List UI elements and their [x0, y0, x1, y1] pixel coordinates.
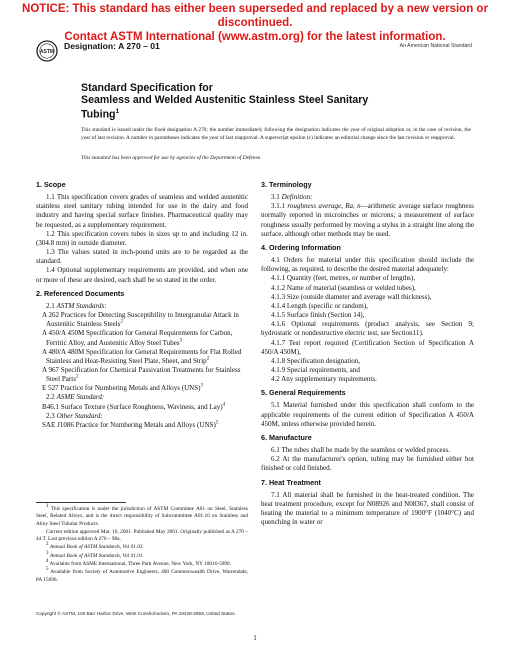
- paragraph-2-3: [36, 412, 248, 421]
- reference-a450: [36, 329, 248, 347]
- dod-approval-statement: This standard has been approved for use by agencies of the Department of Defense.: [81, 155, 262, 161]
- paragraph-4-1-8: 4.1.8 Specification designation,: [271, 356, 361, 365]
- p3-1-1-def: —arithmetic average surface roughness normally reported in microinches or microns; a measurement of surface roughness usually performed by moving a stylus in a straight line along the surface, although other methods may be used.: [261, 202, 474, 238]
- footnote-rule: [36, 502, 126, 503]
- footnote-1: [36, 506, 248, 528]
- p3-1-1-num: 3.1.1: [271, 202, 288, 211]
- footnote-3: [36, 553, 248, 560]
- p2-3-num: 2.3: [46, 411, 57, 420]
- title-line-3-text: Tubing: [81, 108, 116, 121]
- paragraph-4-1-5: 4.1.5 Surface finish (Section 14),: [271, 311, 365, 320]
- paragraph-4-1-9: 4.1.9 Special requirements, and: [271, 365, 360, 374]
- paragraph-1-2: 1.2 This specification covers tubes in sizes up to and including 12 in. (304.8 mm) in outside diameter.: [36, 229, 248, 247]
- paragraph-2-2: [36, 393, 248, 402]
- paragraph-4-1-6: 4.1.6 Optional requirements (product analysis, see Section 9; hydrostatic or nondestructive electric test, see Section11).: [261, 320, 474, 338]
- footnote-1-edition: Current edition approved Mar. 10, 2001. Published May 2001. Originally published as A 270 – 44 T. Last previous edition A 270 – 98a.: [36, 528, 248, 543]
- section-heading-scope: 1. Scope: [36, 180, 66, 189]
- section-heading-ordering-information: 4. Ordering Information: [261, 242, 341, 252]
- reference-e527: [36, 384, 248, 393]
- footnote-2: [36, 544, 248, 551]
- ref-a967-fn: 2: [75, 374, 79, 380]
- p2-1-title: ASTM Standards:: [56, 301, 107, 310]
- issue-statement: This standard is issued under the fixed designation A 270; the number immediately following the designation indicates the year of original adoption or, in the case of revision, the year of last revision. A number in parentheses indicates the year of last reapproval. A superscript epsilon (ε) indicates an editorial change since the last revision or reapproval.: [81, 127, 471, 141]
- paragraph-5-1: 5.1 Material furnished under this specification shall conform to the applicable requirements of the current edition of Specification A 450/A 450M, unless otherwise provided herein.: [261, 401, 474, 428]
- p2-1-num: 2.1: [46, 301, 57, 310]
- ref-a262-fn: 2: [120, 319, 123, 325]
- ref-b46-text: B46.1 Surface Texture (Surface Roughness, Waviness, and Lay): [42, 402, 223, 411]
- fn1-mark: 1: [46, 504, 49, 510]
- fn2-mark: 2: [46, 542, 49, 548]
- ref-e527-fn: 3: [200, 383, 204, 389]
- paragraph-7-1: 7.1 All material shall be furnished in the heat-treated condition. The heat treatment procedure, except for N08926 and N08367, shall consist of heating the material to a minimum temperature of 1900°F (1040°C) and quenching in water or: [261, 490, 474, 527]
- reference-sae-j1086: [36, 421, 248, 430]
- title-line-3: [81, 106, 461, 121]
- paragraph-4-1-7: 4.1.7 Test report required (Certification Section of Specification A 450/A 450M),: [261, 338, 474, 356]
- fn3-text: Annual Book of ASTM Standards, Vol 01.01.: [49, 552, 144, 559]
- reference-a967: [36, 366, 248, 384]
- notice-line-1: NOTICE: This standard has either been superseded and replaced by a new version or discontinued.: [22, 3, 488, 29]
- ref-a480-text: A 480/A 480M Specification for General Requirements for Flat Rolled Stainless and Heat-Resisting Steel Plate, Sheet, and Strip: [42, 347, 242, 365]
- paragraph-4-1-3: 4.1.3 Size (outside diameter and average wall thickness),: [271, 292, 432, 301]
- designation: Designation: A 270 – 01: [64, 41, 160, 51]
- title-line-1: Standard Specification for: [81, 82, 213, 94]
- footnote-4: [36, 561, 248, 568]
- ref-a480-fn: 2: [206, 356, 210, 362]
- american-national-standard-label: An American National Standard: [399, 43, 472, 49]
- fn1-text: This specification is under the jurisdiction of ASTM Committee A01 on Steel, Stainless Steel, Related Alloys, and is the direct responsibility of Subcommittee A01.10 on Stainless and Alloy Steel Tubular Products.: [36, 506, 248, 527]
- copyright-line: Copyright © ASTM, 100 Barr Harbor Drive, West Conshohocken, PA 19428-2959, United States.: [36, 611, 236, 616]
- section-heading-terminology: 3. Terminology: [261, 180, 312, 189]
- fn4-text: Available from ASME International, Three Park Avenue, New York, NY 10016-5990.: [49, 561, 232, 568]
- fn5-text: Available from Society of Automotive Engineers, 400 Commonwealth Drive, Warrendale, PA 15096.: [36, 569, 248, 583]
- paragraph-1-4: 1.4 Optional supplementary requirements are provided, and when one or more of these are desired, each shall be so stated in the order.: [36, 266, 248, 284]
- p3-1-num: 3.1: [271, 193, 282, 202]
- p3-1-1-term: roughness average, Ra, n: [287, 202, 361, 211]
- paragraph-4-1-2: 4.1.2 Name of material (seamless or welded tubes),: [271, 283, 416, 292]
- supersede-notice: [0, 2, 510, 44]
- notice-line-2: Contact ASTM International (www.astm.org) for the latest information.: [64, 31, 446, 43]
- fn5-mark: 5: [46, 567, 49, 573]
- paragraph-6-2: 6.2 At the manufacturer's option, tubing may be furnished either hot finished or cold finished.: [261, 455, 474, 473]
- paragraph-2-1: [36, 302, 248, 311]
- astm-logo-icon: [36, 40, 58, 62]
- fn4-mark: 4: [46, 559, 49, 565]
- reference-a480: [36, 348, 248, 366]
- paragraph-4-1: 4.1 Orders for material under this specification should include the following, as required, to describe the desired material adequately:: [261, 256, 474, 274]
- reference-b46-1: [36, 403, 248, 412]
- title-line-2: Seamless and Welded Austenitic Stainless Steel Sanitary: [81, 94, 369, 107]
- p3-1-title: Definition:: [281, 193, 313, 202]
- title-footnote-ref: 1: [115, 108, 120, 116]
- ref-a450-fn: 3: [179, 338, 183, 344]
- paragraph-4-2: 4.2 Any supplementary requirements.: [271, 375, 377, 384]
- paragraph-1-3: 1.3 The values stated in inch-pound units are to be regarded as the standard.: [36, 248, 248, 266]
- page-number: 1: [253, 634, 257, 642]
- section-heading-manufacture: 6. Manufacture: [261, 432, 312, 442]
- ref-e527-text: E 527 Practice for Numbering Metals and Alloys (UNS): [42, 384, 201, 393]
- ref-a262-text: A 262 Practices for Detecting Susceptibility to Intergranular Attack in Austenitic Stainless Steels: [42, 311, 239, 329]
- footnote-5: [36, 569, 248, 584]
- section-heading-referenced-documents: 2. Referenced Documents: [36, 288, 125, 298]
- paragraph-3-1-1: [261, 202, 474, 239]
- p2-2-num: 2.2: [46, 393, 57, 402]
- paragraph-4-1-4: 4.1.4 Length (specific or random),: [271, 301, 368, 310]
- ref-b46-fn: 4: [222, 402, 226, 408]
- section-heading-general-requirements: 5. General Requirements: [261, 388, 346, 398]
- ref-sae-fn: 5: [215, 420, 219, 426]
- document-title: [81, 82, 461, 121]
- fn2-text: Annual Book of ASTM Standards, Vol 01.03.: [49, 544, 144, 551]
- ref-sae-text: SAE J1086 Practice for Numbering Metals and Alloys (UNS): [42, 420, 216, 429]
- p2-3-title: Other Standard:: [56, 411, 103, 420]
- paragraph-1-1: 1.1 This specification covers grades of seamless and welded austenitic stainless steel sanitary tubing intended for use in the dairy and food industry and having special surface finishes. Pharmaceutical quality may be requested, as a supplementary requirement.: [36, 193, 248, 229]
- reference-a262: [36, 311, 248, 329]
- fn3-mark: 3: [46, 551, 49, 557]
- paragraph-6-1: 6.1 The tubes shall be made by the seamless or welded process.: [271, 446, 450, 455]
- section-heading-heat-treatment: 7. Heat Treatment: [261, 477, 321, 487]
- p2-2-title: ASME Standard:: [56, 393, 105, 402]
- right-column: [261, 180, 474, 527]
- paragraph-3-1: [261, 193, 474, 202]
- ref-a967-text: A 967 Specification for Chemical Passivation Treatments for Stainless Steel Parts: [42, 365, 241, 384]
- ref-a450-text: A 450/A 450M Specification for General Requirements for Carbon, Ferritic Alloy, and Austenitic Alloy Steel Tubes: [42, 329, 233, 347]
- paragraph-4-1-1: 4.1.1 Quantity (feet, metres, or number of lengths),: [271, 274, 416, 283]
- astm-logo-text: ASTM: [39, 49, 55, 55]
- left-column: [36, 180, 248, 430]
- footnotes: [36, 506, 248, 585]
